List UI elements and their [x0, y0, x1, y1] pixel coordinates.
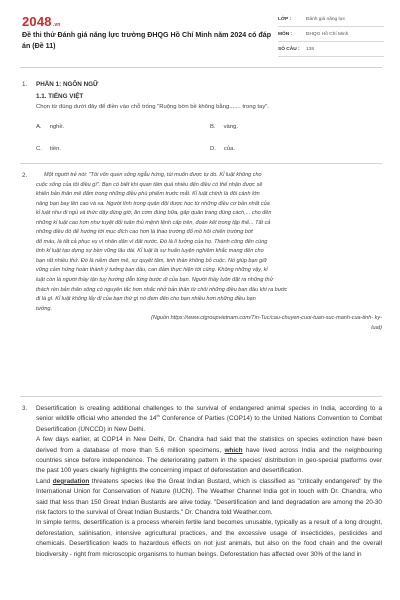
question-number: 3. — [22, 405, 28, 412]
meta-value: ĐHQG Hồ Chí Minh — [306, 31, 349, 37]
reading-passage-en — [36, 404, 382, 560]
meta-key: SỐ CÂU : — [278, 46, 300, 52]
underlined-word-which: which — [224, 446, 243, 454]
logo-suffix: .vn — [52, 22, 61, 28]
passage-line: luật còn là người thầy tận tụy hướng dẫn từng bước đi của bạn. Người thầy luôn đặt ra những thử — [36, 277, 274, 284]
passage-line: thách rèn bản thân sống có nguyên tắc hơn nhắc nhở bản thân từ chối những điều ban đầu khi ra bước — [36, 286, 288, 293]
logo-text: 2048 — [22, 14, 52, 29]
paragraph-1: Desertification is creating additional challenges to the survival of endangered animal species in India, according to a senior wildlife official who attended the 14th Conference of Parties (COP14) to the United Nations Convention to Combat Desertification (UNCCD) in New Delhi. — [36, 405, 382, 433]
passage-line: đổ máu, là tất cả phục vụ vì nhân dân vì đất nước. Đó là lí tưởng của họ. Thành công đến cùng — [36, 238, 268, 245]
underlined-word-degradation: degradation — [52, 477, 90, 485]
passage-line: vững cảm hứng hoàn thành ý tưởng ban đầu, can đảm thực hiện tới cùng. Không những vậy, kỉ — [36, 267, 268, 274]
meta-value: Đánh giá năng lực — [306, 16, 346, 22]
option-letter: B. — [210, 124, 216, 130]
meta-key: MÔN : — [278, 31, 293, 37]
option-b[interactable] — [210, 124, 238, 130]
option-a[interactable] — [36, 124, 64, 130]
option-letter: C. — [36, 146, 42, 152]
option-text: tiền. — [49, 146, 62, 152]
paragraph-4: In simple terms, desertification is a process wherein fertile land becomes unusable, typically as a result of a long drought, deforestation, salinisation, intensive agricultural practices, and the excessive usage of insecticides, pesticides and chemicals. Desertification leads to hazardous effects on not just animals, but also on the food chain and the overall biodiversity - right from microscopic organisms to human beings. Deforestation has affected over 30% of the land in — [36, 519, 382, 558]
passage-line: Một người trẻ nói: "Tôi vốn quen sống ngẫu hứng, tùi muốn được tự do. Kỉ luật không cho — [44, 172, 262, 178]
option-text: của. — [223, 146, 236, 152]
option-letter: D. — [210, 146, 216, 152]
passage-line: tinh kỉ luật tạo dựng sự bền vững lâu dài. Kỉ luật là sự huấn luyện nghiêm khắc mang đến cho — [36, 248, 264, 255]
option-text: vàng. — [223, 124, 238, 130]
passage-line: kỉ luật như đi ngủ và thức dậy đúng giờ, ăn cơm đúng bữa, gấp quân trang đúng cách,... cho đến — [36, 210, 272, 217]
question-divider — [20, 163, 382, 164]
meta-row-class — [278, 12, 384, 27]
paragraph-3: Land degradation threatens species like the Great Indian Bustard, which is classified as "critically endangered" by the International Union for Conservation of Nature (IUCN). The Weather Channel India got in touch with Dr. Chandra, who said that less than 150 Great Indian Bustards are alive today. "Desertification and land degradation are among the 20-30 risk factors to the survival of Great Indian Bustards," Dr. Chandra told Weather.com. — [36, 477, 382, 517]
paragraph-2: A few days earlier, at COP14 in New Delhi, Dr. Chandra had said that the statistics on species extinction have been derived from a database of more than 5.6 million specimens, which have lived across India and the neighbouring countries since before independence. The deteriorating pattern in the species' distribution in geo-special platforms over the past 100 years clearly highlights the concerning impact of deforestation and desertification. — [36, 436, 382, 475]
exam-title: Đề thi thử Đánh giá năng lực trường ĐHQG Hồ Chí Minh năm 2024 có đáp án (Đề 11) — [22, 31, 272, 50]
option-d[interactable] — [210, 146, 235, 152]
part-heading: PHẦN 1: NGÔN NGỮ — [36, 81, 99, 88]
question-number: 1. — [22, 81, 28, 88]
passage-line: bạn rất nhiều thứ. Đó là niềm đam mê, sự quyết tâm, tinh thần không bỏ cuộc. Nó giúp bạn giữ — [36, 257, 267, 264]
passage-line: nâng bạn bay lên cao và xa. Người lính trong quân đội được học từ những điều cơ bản nhất của — [36, 200, 270, 207]
passage-line: cuộc sống của tôi điều gì". Bạn có biết khi quan tâm quá nhiều đến điều có thể nhận được sẽ — [36, 181, 263, 188]
reading-passage-vi — [36, 171, 382, 333]
passage-source-cont: luat) — [371, 324, 382, 331]
meta-row-subject — [278, 27, 384, 42]
option-c[interactable] — [36, 146, 61, 152]
subpart-heading: 1.1. TIẾNG VIỆT — [36, 93, 84, 100]
meta-value: 138 — [306, 46, 315, 52]
site-logo[interactable] — [22, 14, 61, 29]
passage-line: khiến bản thân mê đắm trong những điều phù phiếm trước mắt. Kỉ luật chính là đôi cánh lớn — [36, 191, 260, 198]
meta-row-question-count — [278, 42, 384, 57]
passage-line: những điều đó để hướng tới mục đích cao hơn là thao trường đổ mồ hôi chiến trường bớt — [36, 229, 253, 236]
question-divider — [20, 396, 382, 397]
passage-source: (Nguồn https://www.ctgroupvietnam.com/Tin-Tuc/cau-chuyen-cuoi-tuan-suc-manh-cua-tinh- ky- — [151, 315, 382, 322]
passage-line: đi là gì. Kỉ luật không lấy đi của bạn thứ gì nó đem đến cho bạn nhiều hơn những điều bạn — [36, 296, 256, 303]
option-letter: A. — [36, 124, 42, 130]
option-text: nghề. — [49, 124, 65, 130]
question-stem: Chọn từ đúng dưới đây để điền vào chỗ trống "Ruộng bờn bề không bằng....... trong tay". — [36, 104, 269, 110]
passage-line: những kỉ luật cao hơn như tuyệt đối tuân thủ mệnh lệnh cấp trên, đoàn kết trong tập thể... Tất cả — [36, 219, 271, 226]
meta-key: LỚP : — [278, 16, 292, 22]
passage-line: tưởng. — [36, 305, 52, 312]
question-number: 2. — [22, 172, 28, 179]
exam-meta — [278, 12, 384, 57]
header-divider — [20, 67, 382, 68]
